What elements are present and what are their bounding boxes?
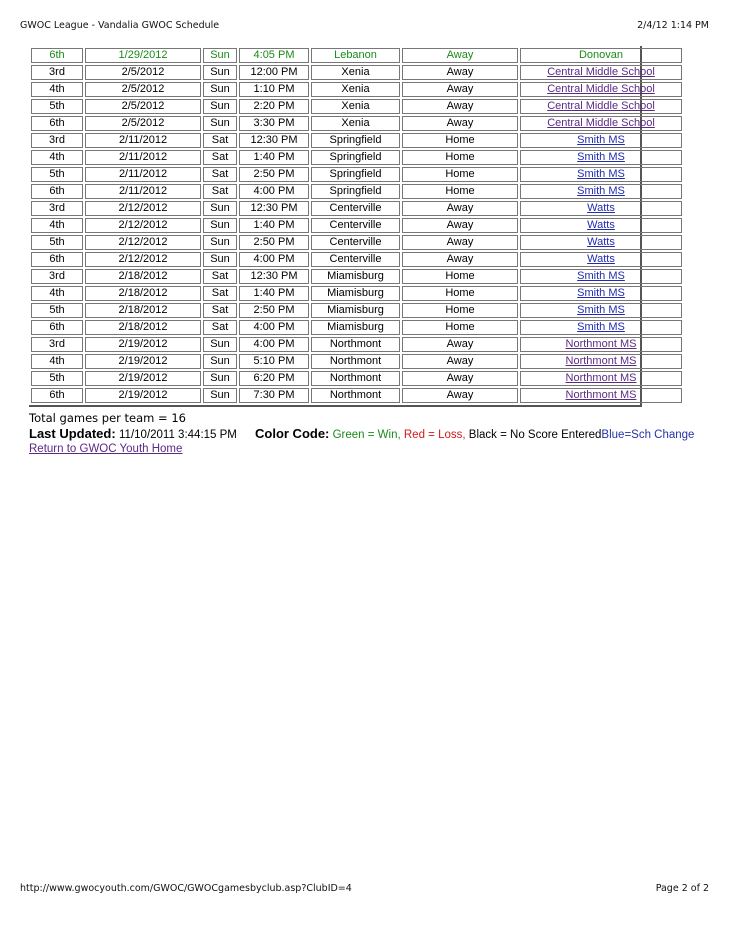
location-link[interactable]: Central Middle School	[547, 66, 655, 78]
color-code-blue: Blue=Sch Change	[601, 429, 695, 441]
cell-date: 2/12/2012	[85, 201, 201, 216]
cell-location	[520, 116, 682, 131]
cell-time: 5:10 PM	[239, 354, 309, 369]
cell-site: Xenia	[311, 65, 400, 80]
cell-location	[520, 286, 682, 301]
cell-date: 1/29/2012	[85, 48, 201, 63]
cell-home-away: Away	[402, 116, 518, 131]
cell-day: Sat	[203, 269, 237, 284]
cell-grade: 4th	[31, 82, 83, 97]
cell-site: Springfield	[311, 133, 400, 148]
location-link[interactable]: Northmont MS	[565, 338, 637, 350]
schedule-summary	[29, 411, 709, 455]
color-code-red: Red = Loss,	[403, 429, 466, 441]
cell-location	[520, 371, 682, 386]
cell-home-away: Home	[402, 303, 518, 318]
cell-site: Northmont	[311, 388, 400, 403]
cell-day: Sun	[203, 82, 237, 97]
cell-location	[520, 150, 682, 165]
location-link[interactable]: Watts	[587, 202, 615, 214]
cell-time: 4:00 PM	[239, 184, 309, 199]
cell-location	[520, 201, 682, 216]
cell-time: 4:00 PM	[239, 320, 309, 335]
schedule-row	[31, 252, 682, 267]
cell-site: Lebanon	[311, 48, 400, 63]
schedule-row	[31, 65, 682, 80]
cell-site: Springfield	[311, 150, 400, 165]
cell-location	[520, 337, 682, 352]
cell-home-away: Home	[402, 150, 518, 165]
cell-date: 2/5/2012	[85, 82, 201, 97]
cell-location	[520, 184, 682, 199]
schedule-row	[31, 99, 682, 114]
cell-location	[520, 354, 682, 369]
cell-date: 2/18/2012	[85, 286, 201, 301]
schedule-row	[31, 371, 682, 386]
print-footer	[20, 883, 709, 897]
cell-location	[520, 65, 682, 80]
schedule-row	[31, 388, 682, 403]
cell-home-away: Home	[402, 184, 518, 199]
cell-location	[520, 388, 682, 403]
schedule-row	[31, 184, 682, 199]
cell-grade: 4th	[31, 218, 83, 233]
cell-home-away: Away	[402, 337, 518, 352]
location-link[interactable]: Watts	[587, 253, 615, 265]
cell-location	[520, 99, 682, 114]
cell-home-away: Away	[402, 65, 518, 80]
cell-location	[520, 252, 682, 267]
cell-home-away: Away	[402, 388, 518, 403]
page-number: Page 2 of 2	[655, 883, 709, 894]
cell-day: Sun	[203, 235, 237, 250]
cell-grade: 4th	[31, 150, 83, 165]
cell-date: 2/5/2012	[85, 99, 201, 114]
return-home-link[interactable]: Return to GWOC Youth Home	[29, 443, 183, 455]
cell-time: 4:05 PM	[239, 48, 309, 63]
cell-location	[520, 133, 682, 148]
location-link[interactable]: Northmont MS	[565, 355, 637, 367]
location-link[interactable]: Smith MS	[577, 321, 625, 333]
cell-date: 2/18/2012	[85, 303, 201, 318]
cell-time: 2:50 PM	[239, 303, 309, 318]
location-link[interactable]: Watts	[587, 219, 615, 231]
schedule-row	[31, 167, 682, 182]
cell-time: 12:30 PM	[239, 201, 309, 216]
cell-date: 2/18/2012	[85, 320, 201, 335]
cell-home-away: Away	[402, 235, 518, 250]
cell-date: 2/12/2012	[85, 252, 201, 267]
location-link[interactable]: Smith MS	[577, 270, 625, 282]
cell-grade: 6th	[31, 320, 83, 335]
cell-grade: 3rd	[31, 133, 83, 148]
location-link[interactable]: Smith MS	[577, 151, 625, 163]
cell-location	[520, 303, 682, 318]
cell-time: 2:20 PM	[239, 99, 309, 114]
cell-time: 1:40 PM	[239, 218, 309, 233]
cell-date: 2/19/2012	[85, 371, 201, 386]
cell-date: 2/11/2012	[85, 150, 201, 165]
cell-site: Centerville	[311, 235, 400, 250]
cell-date: 2/18/2012	[85, 269, 201, 284]
cell-grade: 6th	[31, 388, 83, 403]
last-updated-value: 11/10/2011 3:44:15 PM	[119, 429, 237, 441]
schedule-row	[31, 337, 682, 352]
cell-location	[520, 218, 682, 233]
cell-home-away: Away	[402, 354, 518, 369]
cell-grade: 3rd	[31, 269, 83, 284]
cell-time: 12:30 PM	[239, 269, 309, 284]
schedule-row	[31, 320, 682, 335]
location-link[interactable]: Smith MS	[577, 168, 625, 180]
location-link[interactable]: Northmont MS	[565, 389, 637, 401]
color-code-legend	[255, 426, 694, 441]
cell-grade: 6th	[31, 116, 83, 131]
cell-grade: 5th	[31, 235, 83, 250]
cell-day: Sun	[203, 99, 237, 114]
cell-date: 2/5/2012	[85, 116, 201, 131]
cell-day: Sun	[203, 116, 237, 131]
cell-site: Centerville	[311, 252, 400, 267]
schedule-row	[31, 354, 682, 369]
cell-time: 6:20 PM	[239, 371, 309, 386]
cell-home-away: Home	[402, 320, 518, 335]
schedule-row	[31, 269, 682, 284]
cell-home-away: Away	[402, 252, 518, 267]
cell-date: 2/11/2012	[85, 133, 201, 148]
cell-date: 2/11/2012	[85, 184, 201, 199]
cell-time: 4:00 PM	[239, 252, 309, 267]
cell-location	[520, 167, 682, 182]
schedule-table-body	[31, 48, 682, 403]
cell-grade: 6th	[31, 252, 83, 267]
cell-time: 1:40 PM	[239, 150, 309, 165]
cell-time: 12:30 PM	[239, 133, 309, 148]
cell-site: Xenia	[311, 82, 400, 97]
cell-site: Springfield	[311, 167, 400, 182]
schedule-table	[29, 46, 684, 405]
page-url: http://www.gwocyouth.com/GWOC/GWOCgamesbyclub.asp?ClubID=4	[20, 883, 352, 894]
cell-day: Sun	[203, 48, 237, 63]
location-link[interactable]: Northmont MS	[565, 372, 637, 384]
schedule-row	[31, 133, 682, 148]
location-link[interactable]: Central Middle School	[547, 83, 655, 95]
page-title: GWOC League - Vandalia GWOC Schedule	[20, 20, 220, 31]
schedule-row	[31, 82, 682, 97]
location-link[interactable]: Smith MS	[577, 185, 625, 197]
schedule-row	[31, 218, 682, 233]
cell-time: 2:50 PM	[239, 235, 309, 250]
cell-day: Sat	[203, 167, 237, 182]
location-link[interactable]: Smith MS	[577, 287, 625, 299]
cell-date: 2/19/2012	[85, 354, 201, 369]
location-link[interactable]: Central Middle School	[547, 117, 655, 129]
schedule-row	[31, 286, 682, 301]
schedule-row	[31, 303, 682, 318]
cell-date: 2/19/2012	[85, 388, 201, 403]
cell-time: 12:00 PM	[239, 65, 309, 80]
cell-day: Sat	[203, 133, 237, 148]
cell-location	[520, 48, 682, 63]
cell-home-away: Home	[402, 167, 518, 182]
cell-grade: 3rd	[31, 201, 83, 216]
cell-home-away: Home	[402, 286, 518, 301]
cell-day: Sun	[203, 354, 237, 369]
location-link[interactable]: Smith MS	[577, 304, 625, 316]
cell-site: Springfield	[311, 184, 400, 199]
schedule-row	[31, 201, 682, 216]
cell-site: Miamisburg	[311, 320, 400, 335]
last-updated-row	[29, 426, 709, 441]
cell-day: Sun	[203, 65, 237, 80]
cell-day: Sat	[203, 303, 237, 318]
cell-day: Sun	[203, 201, 237, 216]
cell-grade: 4th	[31, 354, 83, 369]
cell-date: 2/19/2012	[85, 337, 201, 352]
cell-time: 7:30 PM	[239, 388, 309, 403]
cell-location	[520, 82, 682, 97]
cell-time: 1:10 PM	[239, 82, 309, 97]
cell-site: Centerville	[311, 201, 400, 216]
cell-day: Sun	[203, 388, 237, 403]
cell-time: 1:40 PM	[239, 286, 309, 301]
cell-grade: 5th	[31, 167, 83, 182]
cell-day: Sat	[203, 184, 237, 199]
cell-grade: 5th	[31, 303, 83, 318]
cell-site: Miamisburg	[311, 286, 400, 301]
cell-site: Northmont	[311, 354, 400, 369]
cell-date: 2/12/2012	[85, 235, 201, 250]
cell-site: Xenia	[311, 116, 400, 131]
location-text: Donovan	[578, 49, 624, 61]
cell-location	[520, 235, 682, 250]
cell-site: Centerville	[311, 218, 400, 233]
cell-day: Sun	[203, 252, 237, 267]
cell-location	[520, 320, 682, 335]
cell-home-away: Away	[402, 201, 518, 216]
cell-time: 2:50 PM	[239, 167, 309, 182]
cell-time: 4:00 PM	[239, 337, 309, 352]
cell-day: Sat	[203, 150, 237, 165]
cell-home-away: Away	[402, 99, 518, 114]
cell-home-away: Home	[402, 133, 518, 148]
location-link[interactable]: Smith MS	[577, 134, 625, 146]
cell-day: Sun	[203, 218, 237, 233]
location-link[interactable]: Watts	[587, 236, 615, 248]
print-timestamp: 2/4/12 1:14 PM	[637, 20, 709, 31]
cell-home-away: Away	[402, 218, 518, 233]
cell-day: Sat	[203, 320, 237, 335]
cell-site: Xenia	[311, 99, 400, 114]
schedule-table-wrapper	[29, 46, 655, 407]
cell-home-away: Away	[402, 82, 518, 97]
last-updated-label: Last Updated:	[29, 426, 116, 441]
cell-date: 2/5/2012	[85, 65, 201, 80]
cell-time: 3:30 PM	[239, 116, 309, 131]
cell-date: 2/11/2012	[85, 167, 201, 182]
cell-grade: 6th	[31, 48, 83, 63]
cell-site: Miamisburg	[311, 303, 400, 318]
cell-site: Northmont	[311, 371, 400, 386]
cell-site: Miamisburg	[311, 269, 400, 284]
cell-home-away: Home	[402, 269, 518, 284]
color-code-label: Color Code:	[255, 426, 330, 441]
cell-grade: 5th	[31, 99, 83, 114]
cell-grade: 5th	[31, 371, 83, 386]
cell-day: Sun	[203, 371, 237, 386]
cell-grade: 4th	[31, 286, 83, 301]
cell-home-away: Away	[402, 371, 518, 386]
cell-grade: 6th	[31, 184, 83, 199]
schedule-row	[31, 48, 682, 63]
cell-location	[520, 269, 682, 284]
cell-date: 2/12/2012	[85, 218, 201, 233]
schedule-row	[31, 235, 682, 250]
total-games-text: Total games per team = 16	[29, 411, 186, 425]
cell-day: Sat	[203, 286, 237, 301]
cell-grade: 3rd	[31, 65, 83, 80]
color-code-green: Green = Win,	[332, 429, 401, 441]
cell-site: Northmont	[311, 337, 400, 352]
cell-day: Sun	[203, 337, 237, 352]
cell-home-away: Away	[402, 48, 518, 63]
print-header	[20, 20, 709, 34]
schedule-row	[31, 150, 682, 165]
cell-grade: 3rd	[31, 337, 83, 352]
location-link[interactable]: Central Middle School	[547, 100, 655, 112]
color-code-black: Black = No Score Entered	[468, 429, 602, 441]
schedule-row	[31, 116, 682, 131]
